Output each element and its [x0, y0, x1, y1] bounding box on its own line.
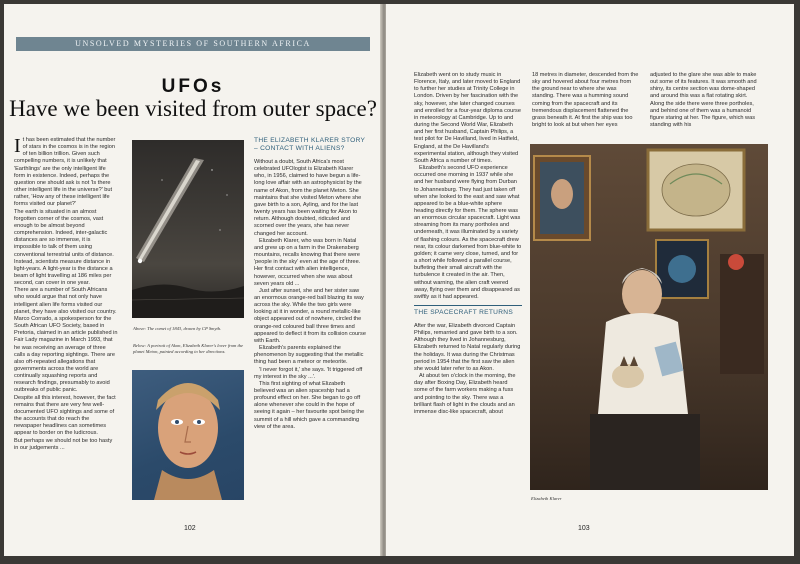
- comet-illustration: [132, 140, 244, 318]
- paragraph: But perhaps we should not be too hasty in our judgements ...: [14, 437, 113, 451]
- klarer-scene: [530, 144, 768, 490]
- paragraph: Despite all this interest, however, the fact remains that there are very few well-documented UFO sightings and some of the accounts that do reach the newspaper headlines can sometimes appear to border on the ludicrous.: [14, 394, 116, 437]
- paragraph: This first sighting of what Elizabeth believed was an alien spaceship had a profound effect on her. She began to go off alone whenever she could in the hope of seeing it again – her favourite spot being the summit of a hill which gave a commanding view of the area.: [254, 380, 365, 430]
- paragraph: At about ten o'clock in the morning, the day after Boxing Day, Elizabeth heard some of the farm workers making a fuss and pointing to the sky. There was a brilliant flash of light in the clouds and an immense disc-like spacecraft, about: [414, 373, 516, 415]
- portrait-caption: Below: A portrait of Akon, Elizabeth Klarer's lover from the planet Meton, painted according to her directions.: [133, 343, 244, 354]
- paragraph: Elizabeth's parents explained the phenomenon by suggesting that the metallic thing had been a meteor or meteorite.: [254, 345, 364, 366]
- paragraph: adjusted to the glare she was able to make out some of its features. It was smooth and shiny, its centre section was dome-shaped and around this was a flat rotating skirt. Along the side there were three portholes, and behind one of them was a humanoid figure staring at her. The figure, which was standing with his: [650, 72, 757, 129]
- section-title: THE SPACECRAFT RETURNS: [414, 309, 514, 316]
- drop-cap: I: [14, 135, 21, 157]
- comet-caption: Above: The comet of 1843, drawn by CP Smyth.: [133, 326, 222, 331]
- akon-portrait: [132, 370, 244, 500]
- paragraph: The earth is situated in an almost forgotten corner of the cosmos, vast enough to be almost beyond comprehension. Indeed, inter-galactic distances are so immense, it is impossible to talk of them using conventional terrestrial units of distance. Instead, scientists measure distance in light-years. A light-year is the distance a beam of light travelling at 186 miles per second, can cover in one year.: [14, 208, 114, 287]
- paragraph: Elizabeth Klarer, who was born in Natal and grew up on a farm in the Drakensberg mountains, recalls knowing that there were 'people in the sky' even at the age of three. Her first contact with alien intelligence, however, occurred when she was about seven years old ...: [254, 237, 361, 287]
- paragraph: There are a number of South Africans who would argue that not only have intelligent alien life forms visited our planet, they have also visited our country. Marco Corrado, a spokesperson for the South African UFO Society, based in Pretoria, claimed in an article published in Fair Lady magazine in March 1993, that he was receiving an average of three calls a day reporting sightings. There are also oft-repeated allegations that governments across the world are continually squashing reports and research findings, presumably to avoid outbreaks of public panic.: [14, 287, 118, 394]
- page-kicker: UFOs: [161, 76, 225, 97]
- paragraph: Elizabeth went on to study music in Florence, Italy, and later moved to England to further her studies at Trinity College in London. Driven by her fascination with the sky, however, she later changed courses and enrolled for a four-year diploma course in meteorology at Cambridge. Up to and during the Second World War, Elizabeth and her first husband, Captain Philips, a test pilot for De Havilland, lived in Hatfield, England, at the De Havilland's experimental station, although they visited South Africa a number of times.: [414, 72, 521, 164]
- paragraph: 'I never forgot it,' she says. 'It triggered off my interest in the sky ...'.: [254, 366, 363, 380]
- paragraph: Elizabeth's second UFO experience occurred one morning in 1937 while she and her husband were flying from Durban to Johannesburg. They had just taken off when she looked to the east and saw what appeared to be a blue-white sphere heading directly for them. The sphere was an enormous circular spacecraft. Light was streaming from its many portholes and underneath, it was illuminated by a variety of flashing colours. As the spacecraft drew near, its colour darkened from blue-white to golden; it came very close, turned, and for a short while followed a parallel course, buffeting their small aircraft with the turbulence it created in the air. Then, without warning, the alien craft veered away, flying over them and disappeared as swiftly as it had appeared.: [414, 165, 522, 300]
- akon-face: [132, 370, 244, 500]
- section-banner: UNSOLVED MYSTERIES OF SOUTHERN AFRICA: [16, 37, 370, 51]
- page-title: Have we been visited from outer space?: [9, 96, 377, 121]
- klarer-photograph: [530, 144, 768, 490]
- left-column-3: [254, 137, 366, 431]
- page-number: 103: [578, 525, 590, 532]
- right-column-3: [650, 72, 762, 129]
- paragraph: Without a doubt, South Africa's most celebrated UFOlogist is Elizabeth Klarer who, in 1956, claimed to have begun a life-long love affair with an astrophysicist by the name of Akon, from the planet Meton. She maintains that she visited Meton where she gave birth to a son, Ayling, and for the last twenty years has been waiting for Akon to return. Although doubted, ridiculed and scorned over the years, she has never changed her account.: [254, 159, 362, 237]
- paragraph: After the war, Elizabeth divorced Captain Philips, remarried and gave birth to a son. Although they lived in Johannesburg, Elizabeth returned to Natal regularly during the holidays. It was during the Christmas period in 1954 that the first saw the alien she would later refer to as Akon.: [414, 323, 521, 372]
- left-column-1: [14, 137, 118, 452]
- section-rule: [414, 305, 522, 306]
- right-page: [386, 4, 794, 556]
- comet-drawing: [132, 140, 244, 318]
- paragraph: t has been estimated that the number of stars in the cosmos is in the region of ten billion trillion. Given such compelling numbers, it is unlikely that 'Earthlings' are the only intelligent life form in existence. Indeed, perhaps the question one should ask is not 'Is there other intelligent life in the universe?' but rather, 'How any of these intelligent life forms visited our planet?': [14, 137, 116, 208]
- section-title: THE ELIZABETH KLARER STORY – CONTACT WITH ALIENS?: [254, 137, 366, 152]
- klarer-caption: Elizabeth Klarer: [531, 496, 562, 501]
- paragraph: 18 metres in diameter, descended from the sky and hovered about four metres from the ground near to where she was standing. There was a humming sound coming from the spacecraft and its tremendous displacement flattened the grass beneath it. At first the ship was too bright to look at but when her eyes: [532, 72, 639, 129]
- page-number: 102: [184, 525, 196, 532]
- right-column-1: [414, 72, 522, 416]
- paragraph: Just after sunset, she and her sister saw an enormous orange-red ball blazing its way across the sky. While the two girls were looking at it in wonder, a round metallic-like object appeared out of nowhere, circled the orange-red coloured ball three times and appeared to deflect it from its collision course with Earth.: [254, 287, 366, 344]
- right-column-2: [532, 72, 640, 129]
- left-page: [4, 4, 382, 556]
